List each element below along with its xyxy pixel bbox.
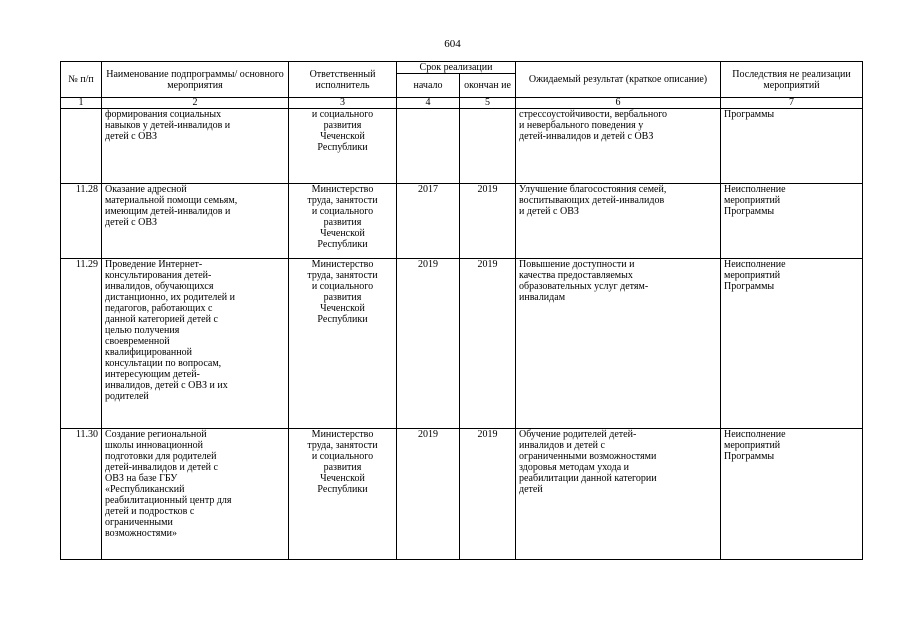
measure-name-line: «Республиканский — [105, 484, 185, 495]
responsible-executor-line: развития — [323, 292, 362, 303]
expected-result-line: инвалидам — [519, 292, 566, 303]
responsible-executor-line: Республики — [317, 314, 368, 325]
measure-name-line: детей с ОВЗ — [105, 131, 158, 142]
responsible-executor-line: Чеченской — [320, 473, 365, 484]
measure-name — [102, 184, 289, 259]
measure-name-line: детей с ОВЗ — [105, 217, 158, 228]
measure-name-line: Оказание адресной — [105, 184, 187, 195]
measure-name-line: консультирования детей- — [105, 270, 212, 281]
row-number: 11.29 — [61, 259, 102, 429]
responsible-executor — [289, 109, 397, 184]
measure-name-line: Проведение Интернет- — [105, 259, 203, 270]
responsible-executor-line: и социального — [311, 109, 374, 120]
measure-name — [102, 259, 289, 429]
responsible-executor-line: Министерство — [311, 429, 374, 440]
responsible-executor-line: Чеченской — [320, 228, 365, 239]
measure-name-line: данной категорией детей с — [105, 314, 218, 325]
responsible-executor-line: Республики — [317, 142, 368, 153]
consequences — [721, 109, 863, 184]
header-name: Наименование подпрограммы/ основного мероприятия — [102, 62, 289, 98]
measure-name-line: детей-инвалидов и детей с — [105, 462, 218, 473]
column-number: 1 — [61, 98, 102, 109]
row-number: 11.30 — [61, 429, 102, 560]
measure-name-line: дистанционно, их родителей и — [105, 292, 236, 303]
expected-result-line: Повышение доступности и — [519, 259, 635, 270]
measure-name-line: реабилитационный центр для — [105, 495, 232, 506]
measure-name-line: педагогов, работающих с — [105, 303, 213, 314]
measure-name-line: имеющим детей-инвалидов и — [105, 206, 231, 217]
measure-name-line: родителей — [105, 391, 149, 402]
consequences — [721, 184, 863, 259]
row-number — [61, 109, 102, 184]
measure-name-line: материальной помощи семьям, — [105, 195, 238, 206]
responsible-executor-line: труда, занятости — [307, 195, 378, 206]
expected-result-line: Обучение родителей детей- — [519, 429, 637, 440]
measure-name-line: формирования социальных — [105, 109, 222, 120]
consequences-line: Программы — [724, 281, 775, 292]
page-number: 604 — [444, 38, 461, 50]
end-year: 2019 — [460, 259, 516, 429]
responsible-executor — [289, 259, 397, 429]
header-period: Срок реализации — [397, 62, 516, 74]
measure-name-line: целью получения — [105, 325, 180, 336]
header-end: окончан ие — [460, 74, 516, 98]
measure-name — [102, 109, 289, 184]
column-number: 2 — [102, 98, 289, 109]
expected-result-line: стрессоустойчивости, вербального — [519, 109, 668, 120]
measure-name-line: подготовки для родителей — [105, 451, 217, 462]
start-year: 2017 — [397, 184, 460, 259]
header-start: начало — [397, 74, 460, 98]
responsible-executor-line: и социального — [311, 206, 374, 217]
responsible-executor-line: развития — [323, 120, 362, 131]
expected-result-line: ограниченными возможностями — [519, 451, 657, 462]
table-row — [61, 259, 863, 429]
responsible-executor-line: развития — [323, 462, 362, 473]
start-year: 2019 — [397, 429, 460, 560]
start-year — [397, 109, 460, 184]
consequences-line: Неисполнение — [724, 429, 786, 440]
responsible-executor-line: Чеченской — [320, 131, 365, 142]
expected-result — [516, 429, 721, 560]
measure-name-line: возможностями» — [105, 528, 178, 539]
expected-result-line: качества предоставляемых — [519, 270, 633, 281]
expected-result-line: Улучшение благосостояния семей, — [519, 184, 667, 195]
responsible-executor — [289, 184, 397, 259]
responsible-executor-line: труда, занятости — [307, 440, 378, 451]
row-number: 11.28 — [61, 184, 102, 259]
responsible-executor-line: Министерство — [311, 184, 374, 195]
expected-result-line: и невербального поведения у — [519, 120, 644, 131]
header-executor: Ответственный исполнитель — [289, 62, 397, 98]
expected-result-line: детей — [519, 484, 543, 495]
column-number: 3 — [289, 98, 397, 109]
end-year — [460, 109, 516, 184]
table-row — [61, 429, 863, 560]
consequences-line: Программы — [724, 109, 775, 120]
measure-name-line: навыков у детей-инвалидов и — [105, 120, 231, 131]
expected-result-line: детей-инвалидов и детей с ОВЗ — [519, 131, 654, 142]
end-year: 2019 — [460, 184, 516, 259]
expected-result-line: реабилитации данной категории — [519, 473, 657, 484]
table-row — [61, 109, 863, 184]
column-number: 6 — [516, 98, 721, 109]
measure-name-line: Создание региональной — [105, 429, 207, 440]
expected-result-line: здоровья методам ухода и — [519, 462, 630, 473]
consequences-line: мероприятий — [724, 270, 781, 281]
responsible-executor-line: и социального — [311, 451, 374, 462]
responsible-executor-line: развития — [323, 217, 362, 228]
measure-name-line: детей и подростков с — [105, 506, 195, 517]
expected-result — [516, 259, 721, 429]
measures-table — [60, 61, 863, 560]
measure-name-line: инвалидов, обучающихся — [105, 281, 214, 292]
consequences-line: мероприятий — [724, 440, 781, 451]
consequences — [721, 429, 863, 560]
header-result: Ожидаемый результат (краткое описание) — [516, 62, 721, 98]
measure-name — [102, 429, 289, 560]
header-consequences: Последствия не реализации мероприятий — [721, 62, 863, 98]
consequences-line: Неисполнение — [724, 259, 786, 270]
measure-name-line: квалифицированной — [105, 347, 192, 358]
expected-result — [516, 184, 721, 259]
responsible-executor-line: и социального — [311, 281, 374, 292]
column-number: 5 — [460, 98, 516, 109]
measure-name-line: консультации по вопросам, — [105, 358, 222, 369]
measure-name-line: ограниченными — [105, 517, 173, 528]
header-num: № п/п — [61, 62, 102, 98]
column-number-row — [61, 98, 863, 109]
responsible-executor-line: Министерство — [311, 259, 374, 270]
table-row — [61, 184, 863, 259]
measure-name-line: школы инновационной — [105, 440, 203, 451]
measure-name-line: ОВЗ на базе ГБУ — [105, 473, 178, 484]
expected-result-line: и детей с ОВЗ — [519, 206, 579, 217]
consequences-line: мероприятий — [724, 195, 781, 206]
responsible-executor-line: труда, занятости — [307, 270, 378, 281]
end-year: 2019 — [460, 429, 516, 560]
responsible-executor — [289, 429, 397, 560]
expected-result-line: инвалидов и детей с — [519, 440, 605, 451]
responsible-executor-line: Республики — [317, 239, 368, 250]
expected-result-line: воспитывающих детей-инвалидов — [519, 195, 665, 206]
measure-name-line: интересующим детей- — [105, 369, 200, 380]
responsible-executor-line: Республики — [317, 484, 368, 495]
column-number: 4 — [397, 98, 460, 109]
expected-result-line: образовательных услуг детям- — [519, 281, 649, 292]
consequences-line: Программы — [724, 206, 775, 217]
responsible-executor-line: Чеченской — [320, 303, 365, 314]
consequences-line: Программы — [724, 451, 775, 462]
consequences — [721, 259, 863, 429]
measure-name-line: своевременной — [105, 336, 170, 347]
measure-name-line: инвалидов, детей с ОВЗ и их — [105, 380, 228, 391]
expected-result — [516, 109, 721, 184]
consequences-line: Неисполнение — [724, 184, 786, 195]
start-year: 2019 — [397, 259, 460, 429]
column-number: 7 — [721, 98, 863, 109]
